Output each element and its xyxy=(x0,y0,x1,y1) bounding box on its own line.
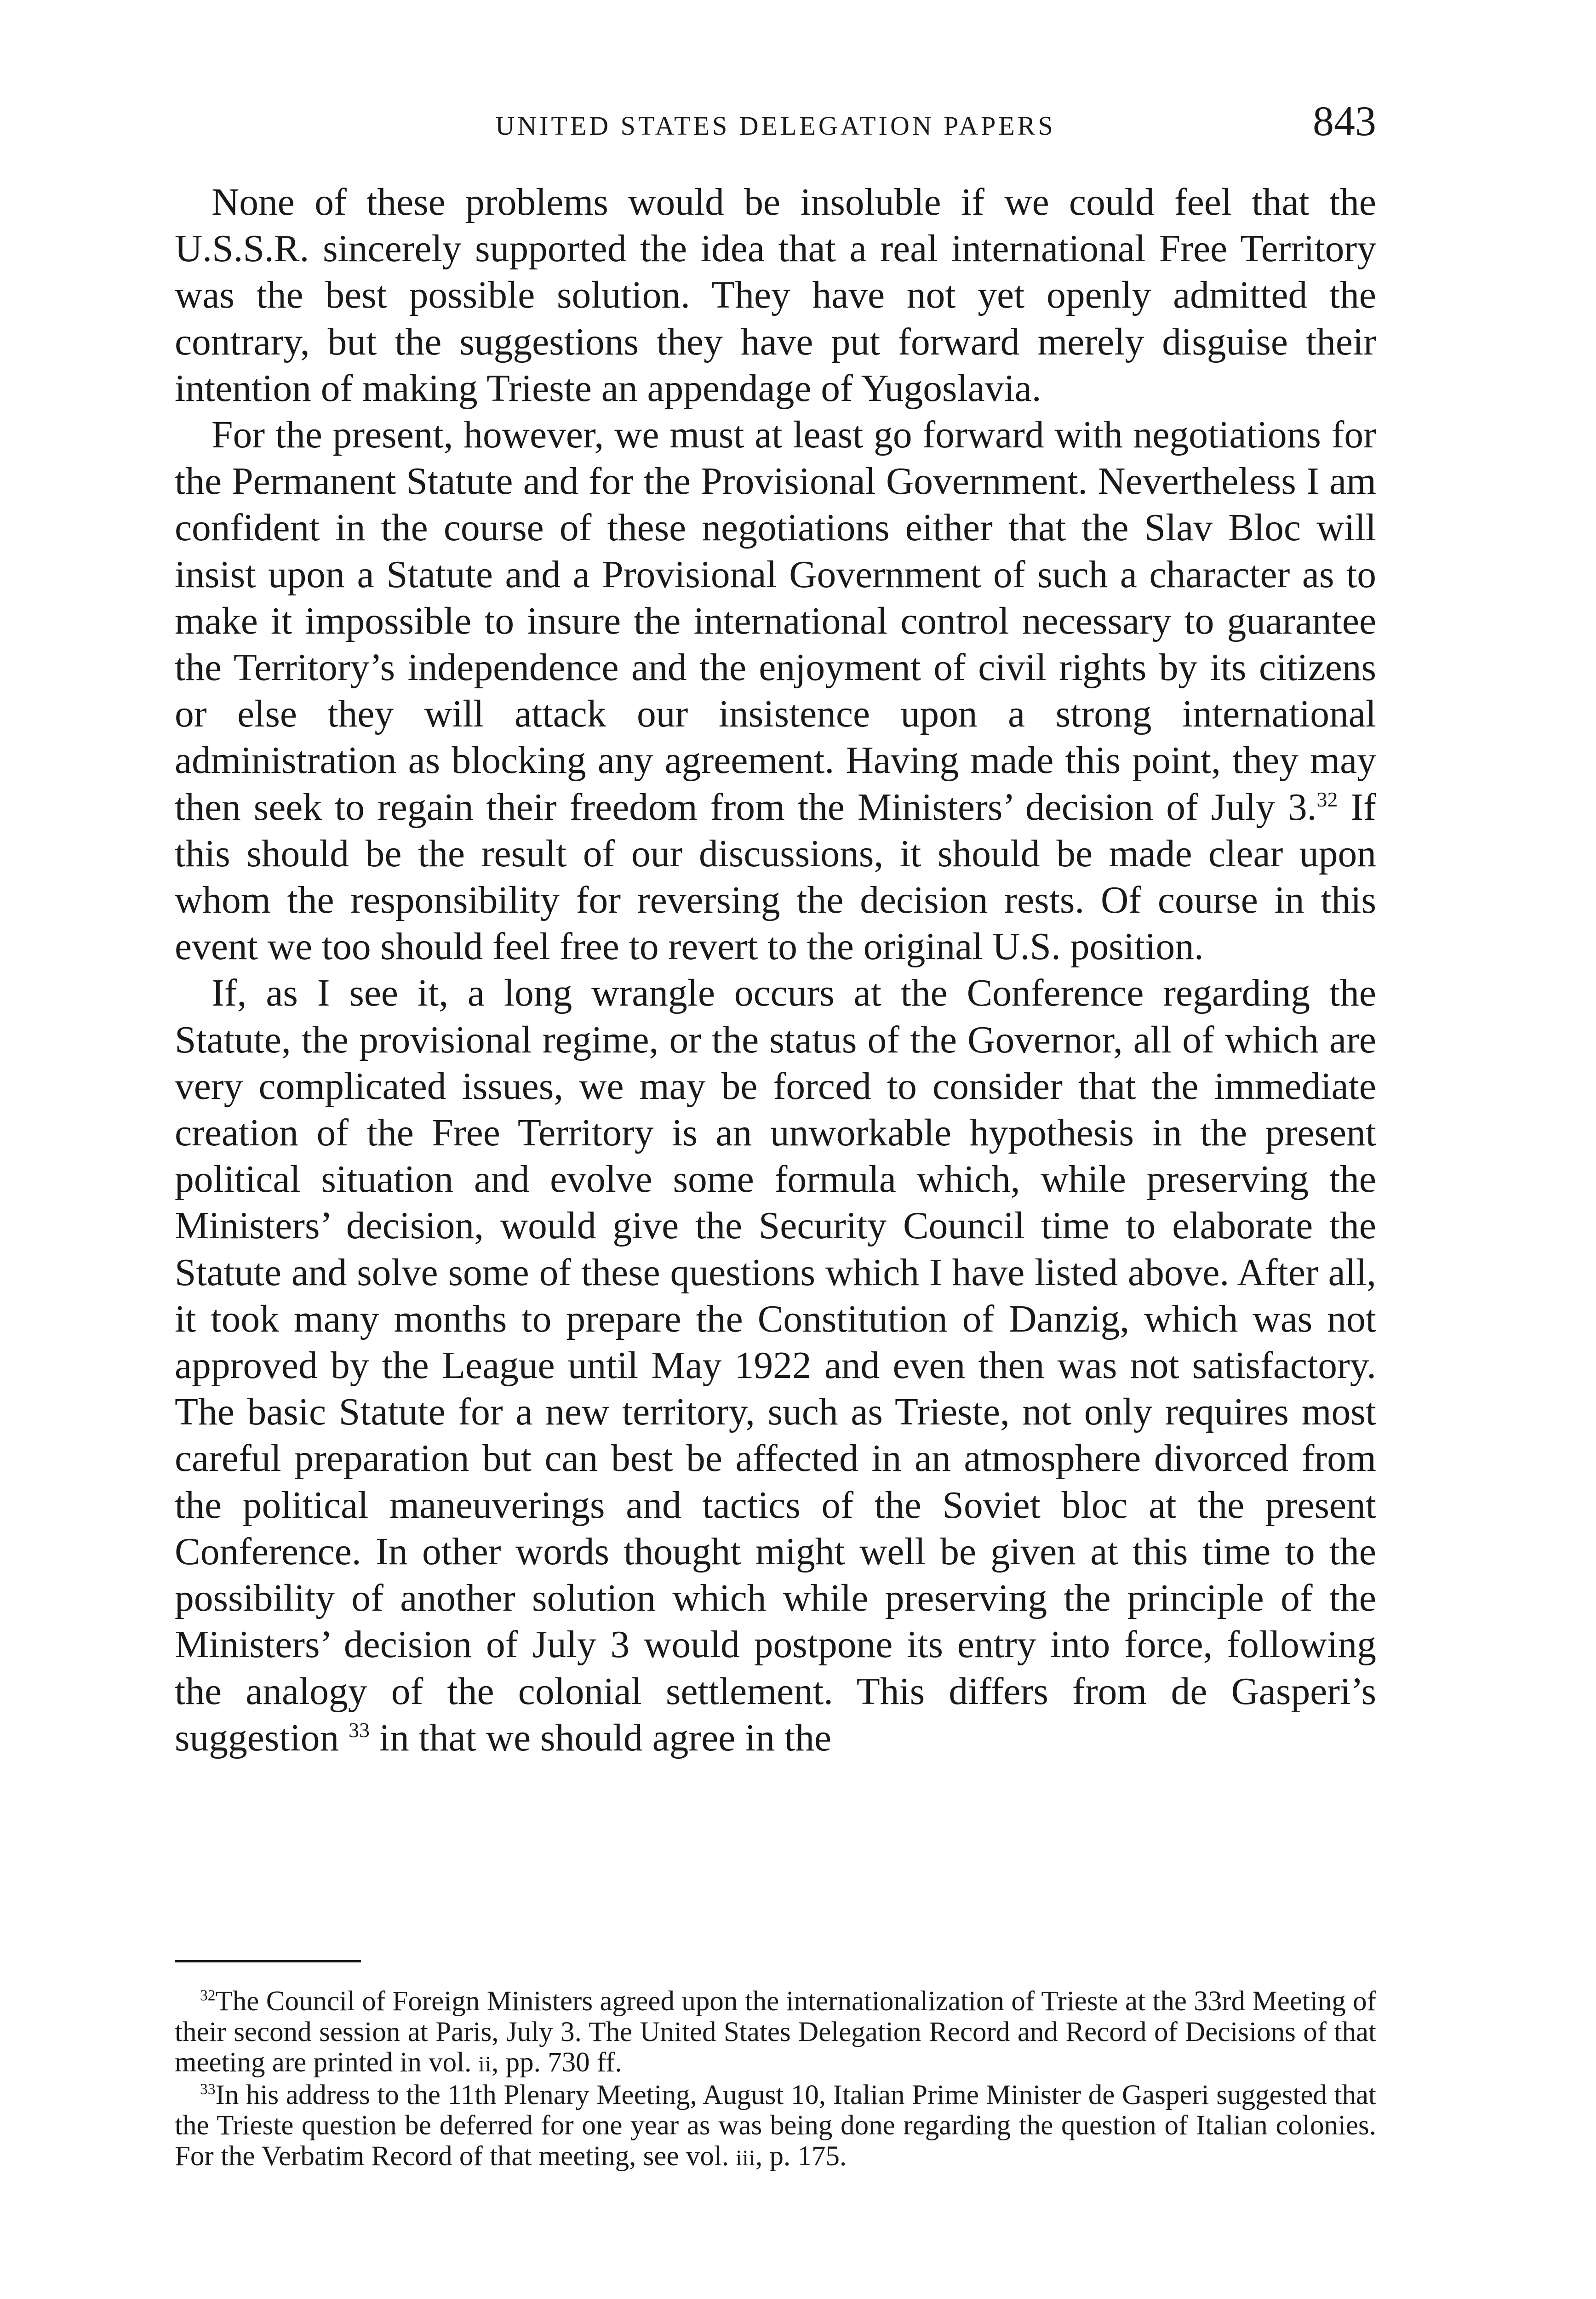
footnote-33-mark: 33 xyxy=(200,2081,216,2098)
footnote-33-text-a: In his address to the 11th Plenary Meeting, August 10, Italian Prime Minister de Gasperi suggested that the Trieste question be deferred for one year as was being done regarding the question of Italian colonies. For the Verbatim Record of that meeting, see vol. xyxy=(175,2079,1376,2172)
paragraph-2-text-b: If this should be the result of our discussions, it should be made clear upon whom the responsibility for reversing the decision rests. Of course in this event we too should feel free to revert to the original U.S. position. xyxy=(175,786,1376,968)
paragraph-2 xyxy=(175,412,1376,970)
paragraph-3-text-a: If, as I see it, a long wrangle occurs at the Conference regarding the Statute, the provisional regime, or the status of the Governor, all of which are very complicated issues, we may be forced to consider that the immediate creation of the Free Territory is an unworkable hypothesis in the present political situation and evolve some formula which, while preserving the Ministers’ decision, would give the Security Council time to elaborate the Statute and solve some of these questions which I have listed above. After all, it took many months to prepare the Constitution of Danzig, which was not approved by the League until May 1922 and even then was not satisfactory. The basic Statute for a new territory, such as Trieste, not only requires most careful preparation but can best be affected in an atmosphere divorced from the political maneuverings and tactics of the Soviet bloc at the present Conference. In other words thought might well be given at this time to the possibility of another solution which while preserving the principle of the Ministers’ decision of July 3 would postpone its entry into force, following the analogy of the colonial settlement. This differs from de Gasperi’s suggestion xyxy=(175,972,1376,1759)
footnote-33-text-b: , p. 175. xyxy=(755,2140,847,2172)
paragraph-3 xyxy=(175,970,1376,1761)
footnote-ref-33: 33 xyxy=(349,1718,370,1742)
footnote-32-volume: ii xyxy=(478,2053,492,2076)
paragraph-3-text-b: in that we should agree in the xyxy=(369,1716,832,1759)
footnote-33 xyxy=(175,2080,1376,2174)
page-header xyxy=(175,97,1376,147)
running-title: UNITED STATES DELEGATION PAPERS xyxy=(495,111,1056,141)
footnote-32-text-b: , pp. 730 ff. xyxy=(492,2047,622,2078)
footnote-32-text-a: The Council of Foreign Ministers agreed upon the internationalization of Trieste at the 33rd Meeting of their second session at Paris, July 3. The United States Delegation Record and Record of Decisions of that meeting are printed in vol. xyxy=(175,1986,1376,2078)
footnote-32 xyxy=(175,1986,1376,2080)
footnote-ref-32: 32 xyxy=(1316,787,1338,811)
footnote-33-volume: iii xyxy=(736,2146,755,2170)
body-text xyxy=(175,179,1376,1761)
footnote-32-mark: 32 xyxy=(200,1987,216,2004)
page-number: 843 xyxy=(1313,97,1376,144)
paragraph-2-text-a: For the present, however, we must at least go forward with negotiations for the Permanent Statute and for the Provisional Government. Nevertheless I am confident in the course of these negotiations either that the Slav Bloc will insist upon a Statute and a Provisional Government of such a character as to make it impossible to insure the international control necessary to guarantee the Territory’s independence and the enjoyment of civil rights by its citizens or else they will attack our insistence upon a strong international administration as blocking any agreement. Having made this point, they may then seek to regain their freedom from the Ministers’ decision of July 3. xyxy=(175,414,1376,829)
footnotes xyxy=(175,1986,1376,2173)
paragraph-1: None of these problems would be insoluble if we could feel that the U.S.S.R. sincerely supported the idea that a real international Free Territory was the best possible solution. They have not yet openly admitted the contrary, but the suggestions they have put forward merely disguise their intention of making Trieste an appendage of Yugoslavia. xyxy=(175,181,1376,410)
footnote-divider xyxy=(175,1960,361,1962)
